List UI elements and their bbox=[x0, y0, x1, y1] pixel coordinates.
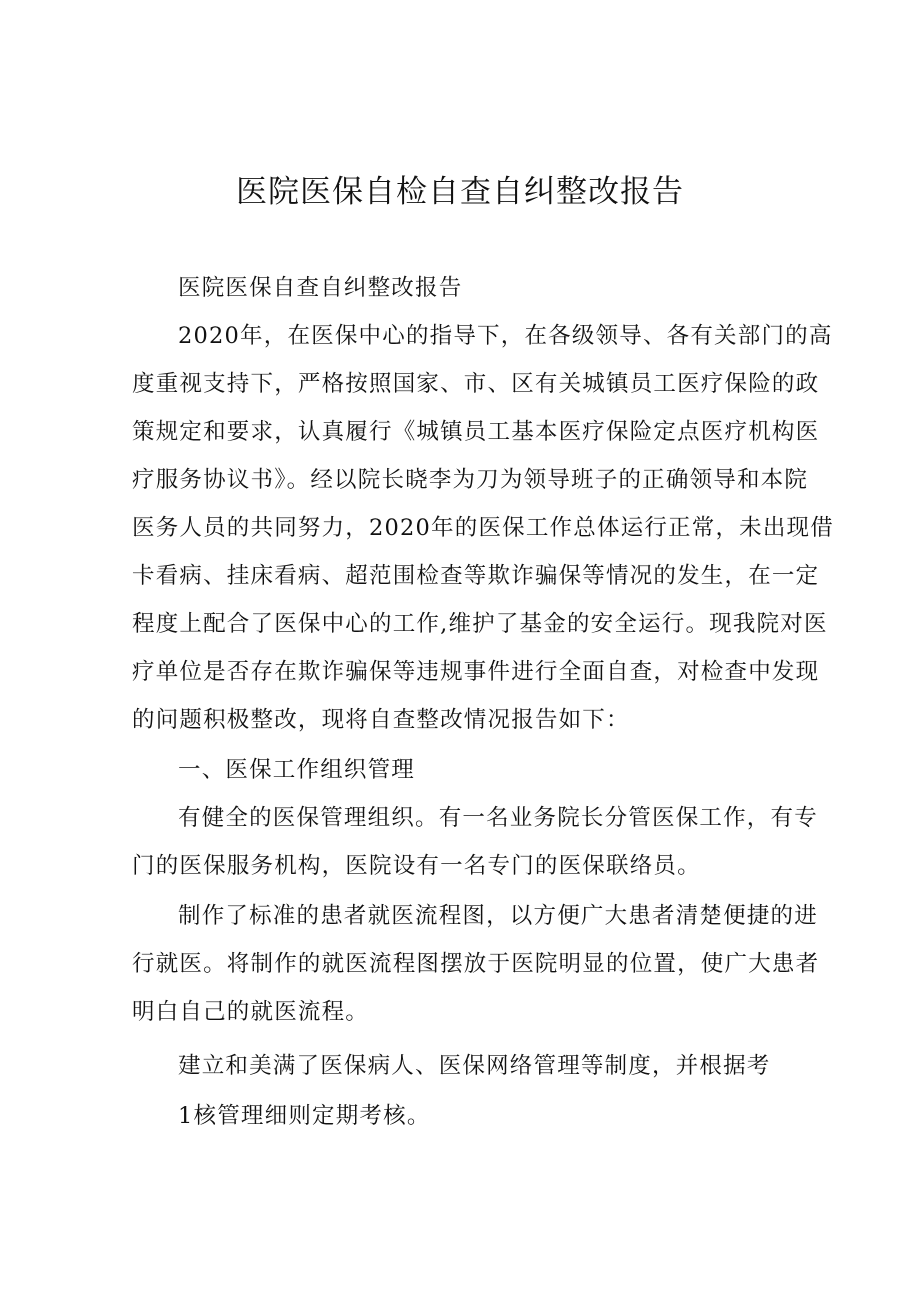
paragraph-3-line-1: 制作了标准的患者就医流程图，以方便广大患者清楚便捷的进 bbox=[178, 903, 818, 929]
paragraph-3-line-3: 明白自己的就医流程。 bbox=[132, 999, 370, 1025]
paragraph-2-line-1: 有健全的医保管理组织。有一名业务院长分管医保工作，有专 bbox=[178, 805, 818, 831]
paragraph-1-line-4: 疗服务协议书》。经以院长晓李为刀为领导班子的正确领导和本院 bbox=[132, 467, 809, 493]
paragraph-3-line-2: 行就医。将制作的就医流程图摆放于医院明显的位置，使广大患者 bbox=[132, 951, 820, 977]
paragraph-1-line-8: 疗单位是否存在欺诈骗保等违规事件进行全面自查，对检查中发现 bbox=[132, 659, 820, 685]
paragraph-1-line-1: 2020年，在医保中心的指导下，在各级领导、各有关部门的高 bbox=[178, 323, 833, 349]
paragraph-4-line-1: 建立和美满了医保病人、医保网络管理等制度，并根据考 bbox=[178, 1053, 771, 1079]
document-subtitle: 医院医保自查自纠整改报告 bbox=[178, 275, 463, 301]
paragraph-1-line-7: 程度上配合了医保中心的工作,维护了基金的安全运行。现我院对医 bbox=[132, 611, 828, 637]
paragraph-1-line-5: 医务人员的共同努力，2020年的医保工作总体运行正常，未出现借 bbox=[132, 515, 834, 541]
section-1-heading: 一、医保工作组织管理 bbox=[178, 757, 416, 783]
paragraph-1-line-6: 卡看病、挂床看病、超范围检查等欺诈骗保等情况的发生，在一定 bbox=[132, 563, 820, 589]
paragraph-1-line-9: 的问题积极整改，现将自查整改情况报告如下： bbox=[132, 707, 630, 733]
document-title: 医院医保自检自查自纠整改报告 bbox=[236, 174, 684, 210]
paragraph-4-line-2: 1核管理细则定期考核。 bbox=[178, 1103, 431, 1129]
paragraph-1-line-3: 策规定和要求，认真履行《城镇员工基本医疗保险定点医疗机构医 bbox=[132, 419, 820, 445]
paragraph-2-line-2: 门的医保服务机构，医院设有一名专门的医保联络员。 bbox=[132, 853, 701, 879]
paragraph-1-line-2: 度重视支持下，严格按照国家、市、区有关城镇员工医疗保险的政 bbox=[132, 371, 820, 397]
